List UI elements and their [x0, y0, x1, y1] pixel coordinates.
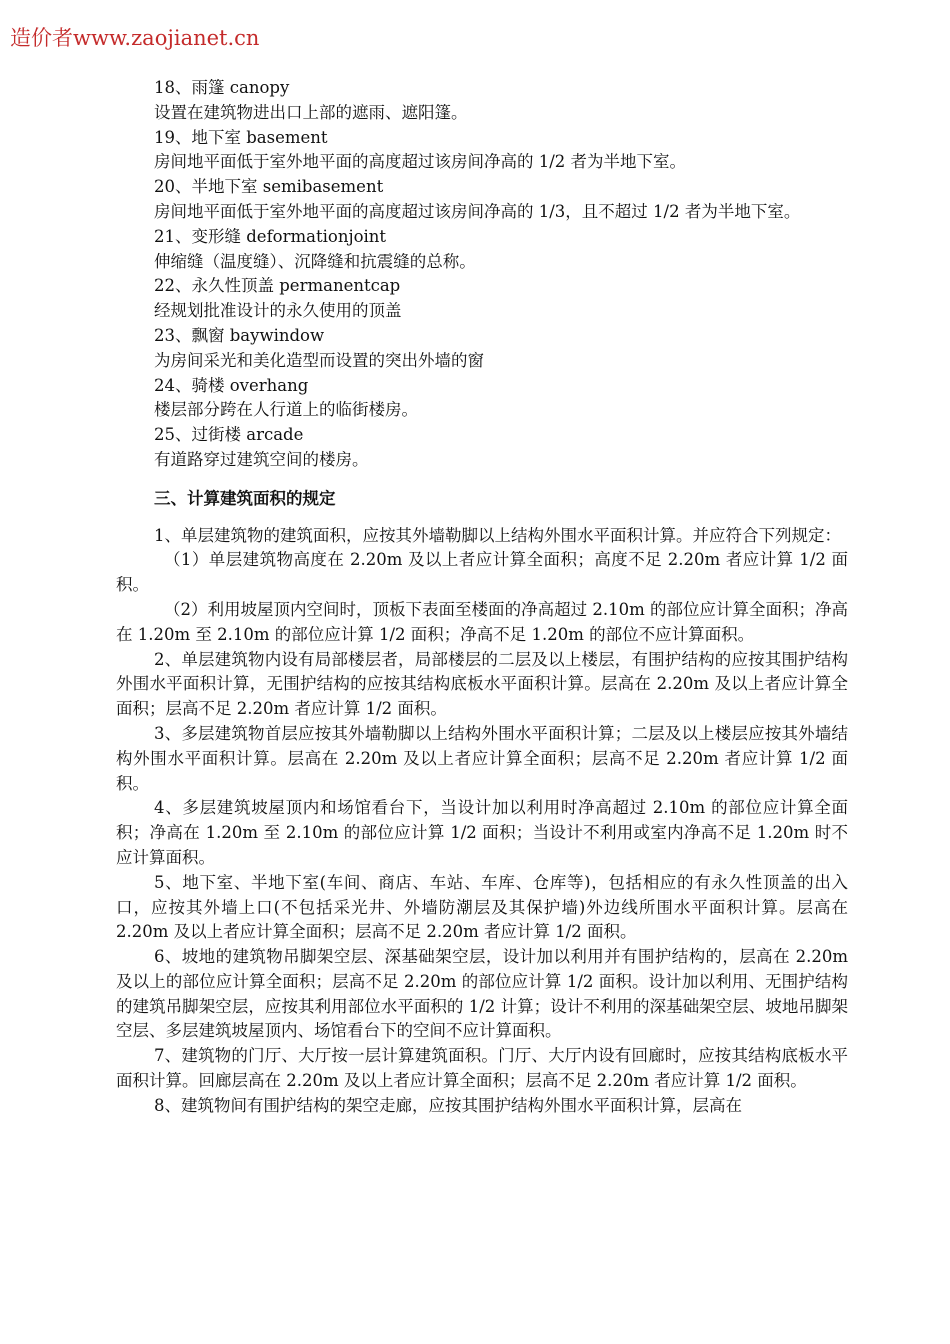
term-title: 23、飘窗 baywindow — [154, 325, 325, 345]
term-definition: 有道路穿过建筑空间的楼房。 — [154, 449, 369, 469]
term-definition: 楼层部分跨在人行道上的临街楼房。 — [154, 400, 418, 420]
term-definition: 房间地平面低于室外地平面的高度超过该房间净高的 1/2 者为半地下室。 — [154, 152, 687, 172]
rule-paragraph: 2、单层建筑物内设有局部楼层者，局部楼层的二层及以上楼层，有围护结构的应按其围护结构外围水平面积计算，无围护结构的应按其结构底板水平面积计算。层高在 2.20m 及以上者应计算全面积；层高不足 2.20m 者应计算 1/2 面积。 — [116, 649, 848, 719]
term-definition: 房间地平面低于室外地平面的高度超过该房间净高的 1/3，且不超过 1/2 者为半地下室。 — [154, 201, 801, 221]
term-definition: 伸缩缝（温度缝）、沉降缝和抗震缝的总称。 — [154, 251, 476, 271]
rule-paragraph: 5、地下室、半地下室(车间、商店、车站、车库、仓库等)，包括相应的有永久性顶盖的出入口，应按其外墙上口(不包括采光井、外墙防潮层及其保护墙)外边线所围水平面积计算。层高在 2.20m 及以上者应计算全面积；层高不足 2.20m 者应计算 1/2 面积。 — [116, 872, 848, 942]
term-title: 18、雨篷 canopy — [154, 78, 290, 97]
term-definition: 经规划批准设计的永久使用的顶盖 — [154, 301, 402, 321]
rule-paragraph: 3、多层建筑物首层应按其外墙勒脚以上结构外围水平面积计算；二层及以上楼层应按其外墙结构外围水平面积计算。层高在 2.20m 及以上者应计算全面积；层高不足 2.20m 者应计算 1/2 面积。 — [116, 723, 848, 793]
term-title: 21、变形缝 deformationjoint — [154, 226, 387, 246]
document-body — [116, 76, 848, 1119]
term-title: 22、永久性顶盖 permanentcap — [154, 276, 401, 296]
section-heading: 三、计算建筑面积的规定 — [154, 488, 336, 508]
term-title: 19、地下室 basement — [154, 127, 328, 147]
term-definition: 为房间采光和美化造型而设置的突出外墙的窗 — [154, 350, 484, 370]
rule-paragraph: 1、单层建筑物的建筑面积，应按其外墙勒脚以上结构外围水平面积计算。并应符合下列规定： — [154, 525, 841, 545]
term-title: 20、半地下室 semibasement — [154, 177, 384, 197]
term-definition: 设置在建筑物进出口上部的遮雨、遮阳篷。 — [154, 102, 468, 122]
rule-paragraph: 6、坡地的建筑物吊脚架空层、深基础架空层，设计加以利用并有围护结构的，层高在 2.20m 及以上的部位应计算全面积；层高不足 2.20m 的部位应计算 1/2 面积。设计加以利用、无围护结构的建筑吊脚架空层，应按其利用部位水平面积的 1/2 计算；设计不利用的深基础架空层、坡地吊脚架空层、多层建筑坡屋顶内、场馆看台下的空间不应计算面积。 — [116, 947, 848, 1041]
rule-paragraph: 8、建筑物间有围护结构的架空走廊，应按其围护结构外围水平面积计算，层高在 — [154, 1095, 742, 1115]
rule-subitem: （1）单层建筑物高度在 2.20m 及以上者应计算全面积；高度不足 2.20m 者应计算 1/2 面积。 — [116, 550, 848, 595]
term-title: 24、骑楼 overhang — [154, 375, 309, 395]
term-title: 25、过街楼 arcade — [154, 425, 304, 445]
rule-subitem: （2）利用坡屋顶内空间时，顶板下表面至楼面的净高超过 2.10m 的部位应计算全面积；净高在 1.20m 至 2.10m 的部位应计算 1/2 面积；净高不足 1.20m 的部位不应计算面积。 — [116, 599, 848, 644]
watermark: 造价者www.zaojianet.cn — [10, 26, 260, 50]
rule-paragraph: 4、多层建筑坡屋顶内和场馆看台下，当设计加以利用时净高超过 2.10m 的部位应计算全面积；净高在 1.20m 至 2.10m 的部位应计算 1/2 面积；当设计不利用或室内净高不足 1.20m 时不应计算面积。 — [116, 798, 848, 867]
rule-paragraph: 7、建筑物的门厅、大厅按一层计算建筑面积。门厅、大厅内设有回廊时，应按其结构底板水平面积计算。回廊层高在 2.20m 及以上者应计算全面积；层高不足 2.20m 者应计算 1/2 面积。 — [116, 1046, 848, 1091]
